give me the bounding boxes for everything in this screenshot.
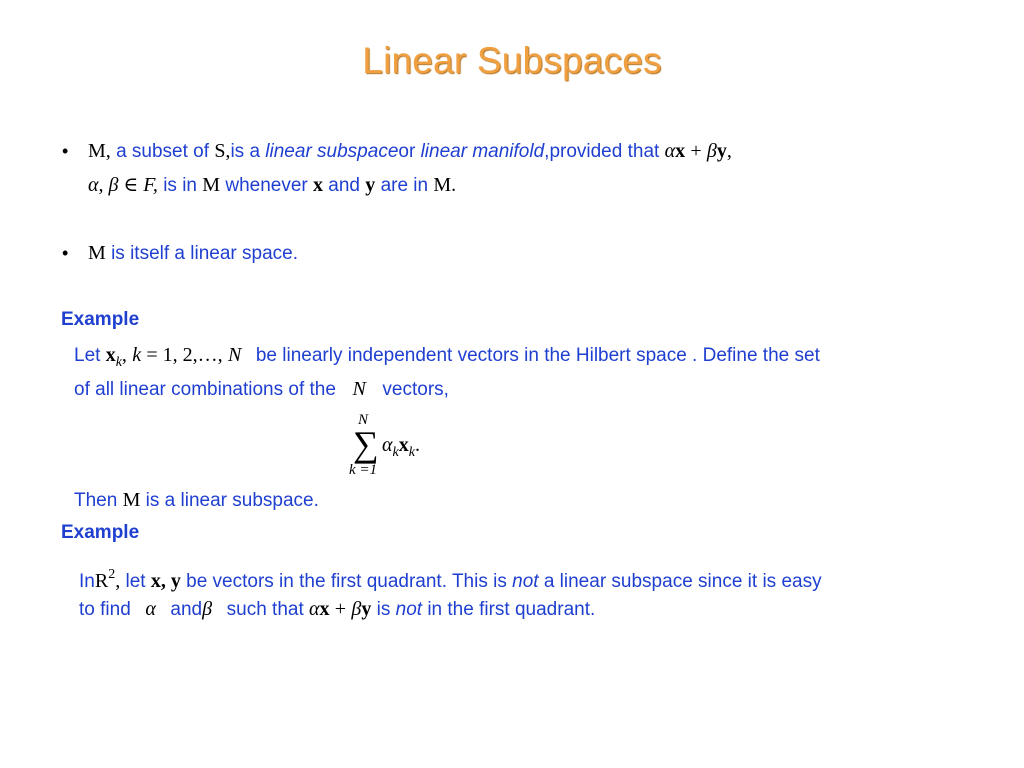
text: Define the set [702,345,820,366]
set-m: M, [88,140,111,162]
plus: + [334,598,347,620]
text: Let [74,345,101,366]
set-m: M. [433,174,457,196]
bullet-2-marker: • [62,243,69,263]
text: be vectors in the first quadrant. [186,571,447,592]
vector-y: y [361,598,372,620]
beta: β [351,598,362,620]
text: is a linear subspace. [145,490,319,511]
vector-x: x [398,434,409,456]
set-m: M [88,242,106,264]
sum-upper-limit: N [358,412,369,428]
sum-lower-limit: k =1 [349,462,378,478]
example-1-line-1 [74,343,820,375]
alpha: α [664,140,676,162]
vectors-xy: x, y [150,570,181,592]
example-1-heading: Example [61,309,140,330]
vector-x: x [105,344,116,366]
example-2-line-1 [79,563,822,594]
text: This is [451,571,507,592]
text: in the first quadrant. [427,599,596,620]
text: In [79,571,95,592]
set-m: M [122,489,141,511]
bullet-2-line [88,241,298,266]
text: of all linear combinations of the [74,379,336,400]
sum-body [382,434,420,461]
sigma-icon: ∑ [353,424,379,464]
plus: + [690,140,702,162]
superscript-2: 2 [108,567,116,582]
vector-x: x [319,598,330,620]
text: , [544,141,550,162]
bullet-1-line-2 [88,173,456,198]
vector-y: y [716,140,727,162]
vector-y: y [365,174,376,196]
emphasis-not: not [395,599,423,620]
vector-x: x [313,174,324,196]
text: let [125,571,146,592]
text: vectors, [382,379,449,400]
text: and [328,175,360,196]
text: to find [79,599,131,620]
text: is in [163,175,197,196]
alpha: α [309,598,320,620]
alpha: α [145,598,156,620]
text: a subset of [116,141,210,162]
comma: , [115,570,121,592]
text: and [170,599,203,620]
example-2-heading: Example [61,522,140,543]
text: or [398,141,416,162]
summation-formula [345,412,455,482]
example-1-line-2 [74,377,449,402]
comma: , [726,140,732,162]
text: whenever [225,175,308,196]
alpha: α [382,434,393,456]
period: . [414,434,420,456]
real-space-r: R [94,570,109,592]
text: is [376,599,391,620]
text: be linearly independent vectors in the Hilbert space . [255,345,698,366]
example-2-line-2 [79,597,595,622]
text: provided that [549,141,660,162]
beta: β [202,598,213,620]
bullet-1-marker: • [62,141,69,161]
index-k: k [132,344,142,366]
text: such that [226,599,304,620]
set-m: M [202,174,221,196]
n-count: N [352,378,366,400]
n-count: N [227,344,242,366]
scalars-in-field: α, β ∈ F, [88,174,158,196]
example-1-conclusion [74,488,319,513]
text: are in [380,175,429,196]
bullet-1-line-1 [88,139,732,164]
beta: β [706,140,717,162]
text: a linear subspace since it is easy [543,571,822,592]
term-linear-subspace: linear subspace [265,141,399,162]
comma: , [121,344,127,366]
subscript-k: k [392,445,399,460]
emphasis-not: not [512,571,539,592]
text: is itself a linear space. [111,243,298,264]
subscript-k: k [408,445,415,460]
index-range: = 1, 2,…, [146,344,223,366]
text: is a [230,141,261,162]
term-linear-manifold: linear manifold [420,141,545,162]
vector-x: x [675,140,686,162]
set-s: S, [214,140,231,162]
page-title: Linear Subspaces [362,40,662,81]
subscript-k: k [115,355,122,370]
text: Then [74,490,118,511]
